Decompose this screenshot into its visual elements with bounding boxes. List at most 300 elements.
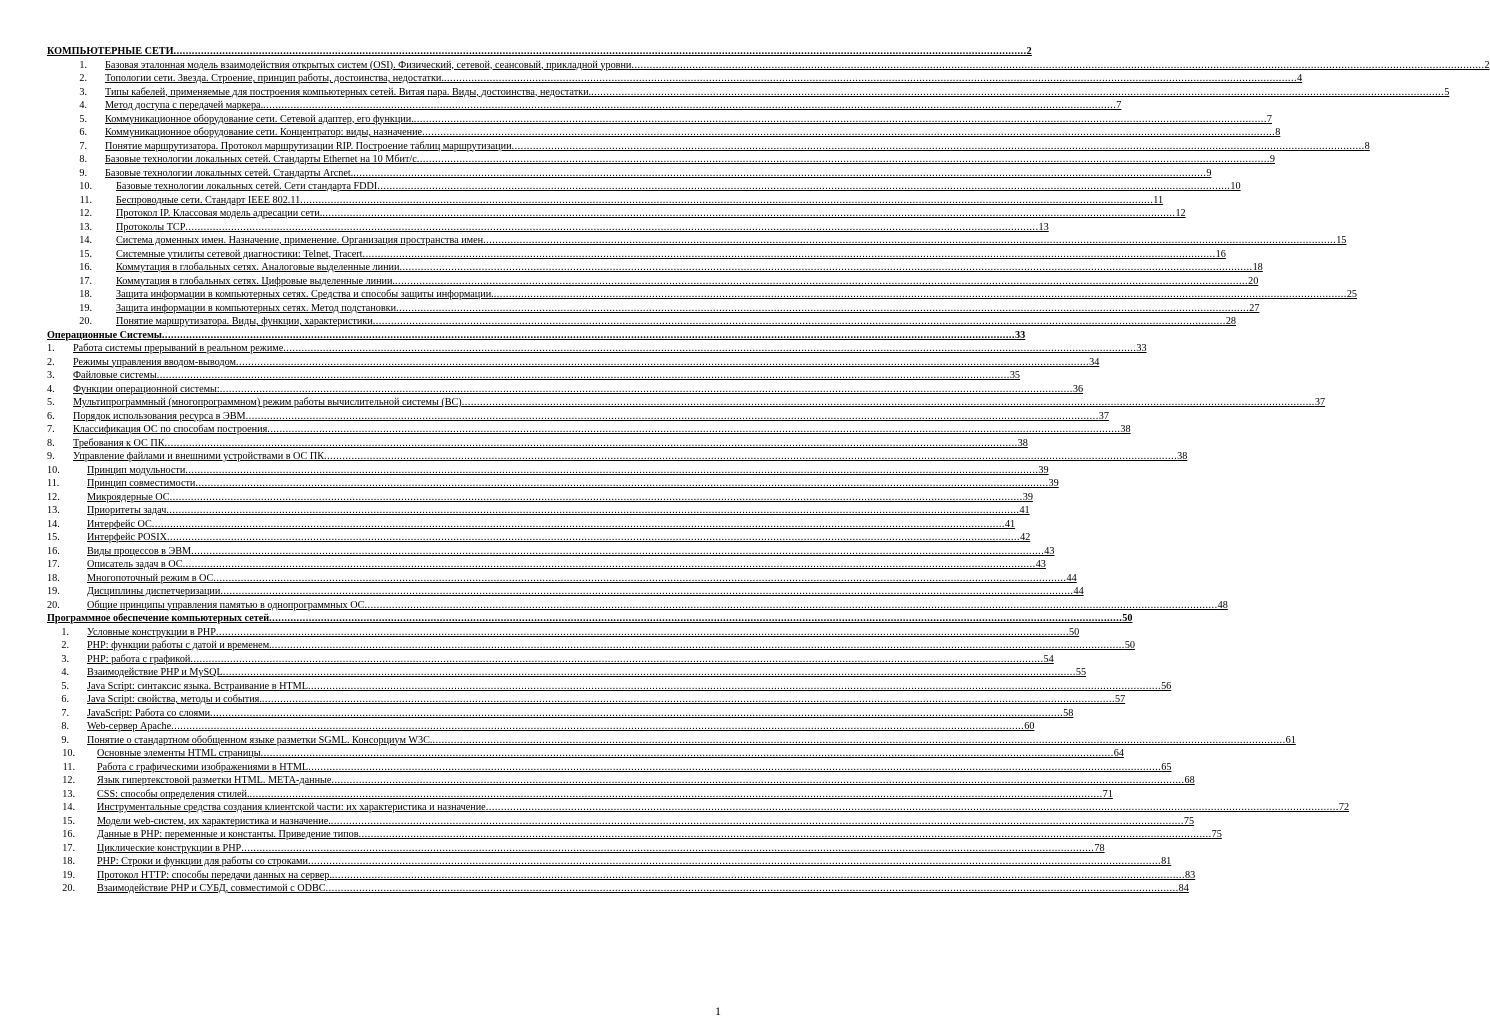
entry-number: 14. (79, 235, 92, 246)
entry-number: 19. (79, 302, 92, 314)
dot-leader (395, 275, 1248, 289)
section-title: КОМПЬЮТЕРНЫЕ СЕТИ (47, 46, 174, 57)
toc-entry[interactable] (47, 302, 1260, 316)
toc-entry[interactable] (47, 558, 1046, 572)
entry-number: 6. (47, 410, 55, 422)
entry-page: 41 (1004, 518, 1016, 530)
entry-number: 18. (47, 572, 60, 584)
toc-entry[interactable] (47, 666, 1087, 680)
entry-page: 15 (1336, 235, 1347, 246)
toc-entry[interactable] (47, 72, 1303, 86)
dot-leader (432, 734, 1285, 748)
entry-number: 6. (79, 127, 87, 138)
dot-leader (591, 86, 1444, 100)
entry-page: 36 (1072, 383, 1084, 395)
entry-title: Коммутация в глобальных сетях. Цифровые выделенные линии. (116, 275, 395, 287)
dot-leader (210, 707, 1063, 721)
toc-entry[interactable] (47, 491, 1033, 505)
dot-leader (417, 153, 1270, 167)
entry-number: 20. (79, 316, 92, 327)
entry-number: 4. (79, 100, 87, 111)
toc-entry[interactable] (47, 734, 1296, 748)
entry-page: 81 (1161, 856, 1172, 867)
entry-page: 5 (1444, 86, 1450, 98)
entry-number: 5. (47, 397, 55, 408)
entry-title: Интерфейс ОС (87, 518, 152, 530)
entry-page: 50 (1069, 626, 1080, 638)
toc-section-heading[interactable] (47, 612, 1133, 626)
entry-page: 54 (1043, 653, 1054, 665)
dot-leader (322, 207, 1175, 221)
entry-number: 4. (47, 383, 55, 395)
entry-number: 20. (62, 883, 75, 894)
entry-title: Принцип модульности (87, 464, 186, 476)
entry-number: 2. (61, 640, 69, 651)
toc-entry[interactable] (47, 585, 1084, 599)
dot-leader (185, 464, 1038, 478)
entry-number: 18. (62, 856, 75, 867)
entry-number: 15. (79, 248, 92, 260)
entry-number: 13. (62, 788, 75, 800)
entry-title: Классификация ОС по способам построения (73, 424, 268, 435)
dot-leader (190, 653, 1043, 667)
entry-number: 2. (79, 73, 87, 84)
entry-page: 35 (1009, 370, 1020, 381)
toc-entry[interactable] (47, 639, 1136, 653)
dot-leader (399, 261, 1252, 275)
dot-leader (195, 477, 1048, 491)
toc-entry[interactable] (47, 167, 1212, 181)
entry-title: Требования к ОС ПК (73, 437, 165, 449)
dot-leader (300, 194, 1153, 208)
dot-leader (262, 693, 1115, 707)
entry-number: 20. (47, 599, 60, 611)
entry-title: Язык гипертекстовой разметки HTML. META-данные (97, 775, 332, 786)
toc-entry[interactable] (47, 99, 1122, 113)
entry-page: 61 (1285, 734, 1296, 746)
dot-leader (359, 828, 1212, 842)
dot-leader (364, 599, 1217, 613)
entry-page: 28 (1225, 316, 1236, 327)
toc-entry[interactable] (47, 693, 1126, 707)
toc-entry[interactable] (47, 464, 1049, 478)
entry-title: Инструментальные средства создания клиентской части: их характеристика и назначение (97, 802, 486, 813)
entry-number: 15. (47, 532, 60, 543)
toc-entry[interactable] (47, 383, 1084, 397)
toc-entry[interactable] (47, 288, 1358, 302)
entry-number: 12. (47, 491, 60, 503)
entry-number: 7. (79, 140, 87, 152)
dot-leader (166, 504, 1019, 518)
entry-title: Виды процессов в ЭВМ (87, 545, 192, 557)
dot-leader (170, 491, 1023, 505)
entry-title: Коммуникационное оборудование сети. Сетевой адаптер, его функции. (105, 113, 414, 125)
entry-number: 18. (79, 289, 92, 300)
toc-entry[interactable] (47, 450, 1188, 464)
entry-title: Java Script: свойства, методы и события. (87, 694, 262, 705)
table-of-contents (47, 45, 1490, 896)
dot-leader (483, 234, 1336, 248)
toc-section-heading[interactable] (47, 45, 1032, 59)
toc-entry[interactable] (47, 855, 1172, 869)
entry-page: 20 (1248, 275, 1259, 287)
entry-number: 14. (47, 518, 60, 530)
entry-title: Многопоточный режим в ОС (87, 572, 214, 584)
entry-number: 11. (47, 478, 60, 489)
toc-entry[interactable] (47, 261, 1263, 275)
entry-title: Микроядерные ОС (87, 491, 170, 503)
dot-leader (236, 356, 1089, 370)
entry-title: Функции операционной системы: (73, 383, 220, 395)
entry-number: 11. (79, 194, 92, 206)
entry-page: 68 (1184, 775, 1195, 786)
entry-page: 10 (1230, 181, 1241, 192)
dot-leader (191, 545, 1044, 559)
entry-page: 57 (1115, 694, 1126, 705)
dot-leader (422, 126, 1275, 140)
entry-number: 5. (61, 680, 69, 692)
entry-title: Протоколы TCP (116, 221, 186, 233)
entry-page: 38 (1017, 437, 1028, 449)
entry-number: 9. (47, 451, 55, 462)
entry-page: 44 (1073, 586, 1084, 597)
entry-page: 38 (1120, 424, 1131, 435)
dot-leader (308, 761, 1161, 775)
entry-page: 37 (1098, 410, 1109, 422)
toc-entry[interactable] (47, 828, 1222, 842)
entry-title: Защита информации в компьютерных сетях. Метод подстановки (116, 302, 397, 314)
dot-leader (462, 396, 1315, 410)
entry-page: 9 (1206, 167, 1212, 179)
entry-title: Базовые технологии локальных сетей. Сети стандарта FDDI (116, 181, 378, 192)
entry-title: Понятие маршрутизатора. Виды, функции, характеристики (116, 316, 373, 327)
toc-entry[interactable] (47, 248, 1226, 262)
entry-number: 13. (47, 505, 60, 516)
entry-title: Java Script: синтаксис языка. Встраивание в HTML (87, 680, 308, 692)
dot-leader (183, 558, 1036, 572)
entry-number: 2. (47, 356, 55, 368)
entry-number: 8. (61, 721, 69, 732)
entry-number: 13. (79, 221, 92, 233)
entry-number: 3. (47, 370, 55, 381)
toc-entry[interactable] (47, 396, 1326, 410)
dot-leader (324, 450, 1177, 464)
dot-leader (267, 423, 1120, 437)
entry-title: Протокол HTTP: способы передачи данных на сервер. (97, 869, 332, 881)
entry-page: 12 (1175, 208, 1186, 219)
entry-page: 84 (1178, 883, 1189, 894)
entry-title: Приоритеты задач (87, 505, 167, 516)
entry-title: Мультипрограммный (многопрограммном) режим работы вычислительной системы (ВС) (73, 397, 462, 408)
entry-title: Система доменных имен. Назначение, применение. Организация пространства имен (116, 235, 484, 246)
entry-title: Понятие о стандартном обобщенном языке разметки SGML. Консорциум W3C. (87, 734, 433, 746)
entry-title: Порядок использования ресурса в ЭВМ (73, 410, 246, 422)
toc-entry[interactable] (47, 599, 1228, 613)
entry-title: Работа с графическими изображениями в HTML (97, 761, 309, 773)
entry-page: 75 (1211, 829, 1222, 840)
entry-number: 3. (79, 86, 87, 98)
dot-leader (162, 329, 1015, 343)
section-page: 33 (1014, 329, 1026, 341)
toc-entry[interactable] (47, 207, 1186, 221)
dot-leader (331, 815, 1184, 829)
toc-entry[interactable] (47, 126, 1281, 140)
dot-leader (241, 842, 1094, 856)
toc-entry[interactable] (47, 59, 1490, 73)
dot-leader (377, 180, 1230, 194)
dot-leader (414, 113, 1267, 127)
dot-leader (512, 140, 1365, 154)
entry-number: 19. (47, 586, 60, 597)
dot-leader (396, 302, 1249, 316)
entry-number: 15. (62, 815, 75, 827)
dot-leader (272, 639, 1125, 653)
entry-title: Базовая эталонная модель взаимодействия открытых систем (OSI). Физический, сетевой, сеансовый, прикладной уровни (105, 59, 632, 71)
dot-leader (250, 788, 1103, 802)
entry-title: Базовые технологии локальных сетей. Стандарты Ethernet на 10 Мбит/с (105, 154, 417, 165)
entry-title: Интерфейс POSIX (87, 532, 167, 543)
entry-page: 7 (1266, 113, 1272, 125)
toc-entry[interactable] (47, 369, 1020, 383)
entry-page: 64 (1113, 748, 1124, 759)
dot-leader (167, 531, 1020, 545)
toc-entry[interactable] (47, 774, 1195, 788)
section-title: Операционные Системы (47, 329, 162, 341)
entry-title: Web-сервер Apache (87, 721, 172, 732)
entry-title: PHP: функции работы с датой и временем. (87, 640, 272, 651)
entry-page: 4 (1297, 73, 1303, 84)
toc-entry[interactable] (47, 410, 1109, 424)
entry-page: 78 (1094, 842, 1105, 854)
entry-title: Режимы управления вводом-выводом (73, 356, 236, 368)
dot-leader (152, 518, 1005, 532)
entry-page: 9 (1269, 154, 1275, 165)
dot-leader (157, 369, 1010, 383)
entry-page: 27 (1249, 302, 1260, 314)
page-number: 1 (715, 1004, 721, 1018)
dot-leader (331, 774, 1184, 788)
toc-entry[interactable] (47, 761, 1172, 775)
entry-number: 12. (79, 208, 92, 219)
entry-title: Основные элементы HTML страницы (97, 748, 261, 759)
entry-title: PHP: работа с графикой (87, 653, 191, 665)
entry-title: Метод доступа с передачей маркера. (105, 100, 264, 111)
dot-leader (308, 855, 1161, 869)
entry-page: 72 (1338, 802, 1350, 813)
dot-leader (486, 801, 1339, 815)
entry-number: 10. (62, 748, 75, 759)
toc-entry[interactable] (47, 882, 1189, 896)
dot-leader (223, 666, 1076, 680)
entry-title: JavaScript: Работа со слоями (87, 707, 211, 719)
entry-number: 8. (47, 437, 55, 449)
toc-entry[interactable] (47, 194, 1164, 208)
entry-title: Взаимодействие PHP и СУБД, совместимой с ODBC (97, 883, 326, 894)
toc-entry[interactable] (47, 626, 1080, 640)
toc-entry[interactable] (47, 437, 1028, 451)
entry-page: 39 (1048, 478, 1059, 489)
toc-entry[interactable] (47, 113, 1272, 127)
entry-page: 39 (1038, 464, 1049, 476)
dot-leader (631, 59, 1484, 73)
entry-number: 16. (62, 829, 75, 840)
dot-leader (261, 747, 1114, 761)
toc-entry[interactable] (47, 788, 1113, 802)
entry-title: CSS: способы определения стилей. (97, 788, 250, 800)
entry-page: 65 (1161, 761, 1172, 773)
entry-number: 8. (79, 154, 87, 165)
entry-number: 7. (47, 424, 55, 435)
dot-leader (269, 612, 1122, 626)
dot-leader (326, 882, 1179, 896)
entry-page: 2 (1484, 59, 1490, 71)
entry-number: 1. (61, 626, 69, 638)
entry-page: 60 (1024, 721, 1035, 732)
entry-page: 43 (1035, 559, 1046, 570)
entry-page: 71 (1102, 788, 1113, 800)
entry-number: 10. (47, 464, 60, 476)
toc-entry[interactable] (47, 234, 1347, 248)
entry-page: 16 (1215, 248, 1226, 260)
dot-leader (263, 99, 1116, 113)
entry-page: 13 (1038, 221, 1049, 233)
toc-entry[interactable] (47, 815, 1195, 829)
entry-title: Циклические конструкции в PHP (97, 842, 242, 854)
entry-page: 43 (1044, 545, 1055, 557)
entry-title: Модели web-систем, их характеристика и назначение. (97, 815, 331, 827)
toc-entry[interactable] (47, 423, 1131, 437)
entry-number: 6. (61, 694, 69, 705)
entry-title: Работа системы прерываний в реальном режиме (73, 343, 284, 354)
toc-entry[interactable] (47, 180, 1241, 194)
toc-entry[interactable] (47, 842, 1105, 856)
entry-page: 25 (1346, 289, 1358, 300)
entry-title: Коммуникационное оборудование сети. Концентратор: виды, назначение (105, 127, 423, 138)
entry-page: 38 (1177, 451, 1188, 462)
entry-number: 19. (62, 869, 75, 881)
dot-leader (246, 410, 1099, 424)
toc-entry[interactable] (47, 356, 1100, 370)
toc-entry[interactable] (47, 720, 1035, 734)
toc-entry[interactable] (47, 707, 1074, 721)
dot-leader (494, 288, 1347, 302)
toc-entry[interactable] (47, 140, 1370, 154)
entry-title: Принцип совместимости (87, 478, 196, 489)
dot-leader (220, 585, 1073, 599)
dot-leader (171, 720, 1024, 734)
entry-number: 9. (79, 167, 87, 179)
entry-page: 41 (1019, 505, 1030, 516)
entry-page: 58 (1063, 707, 1074, 719)
entry-number: 4. (61, 667, 69, 678)
entry-title: Защита информации в компьютерных сетях. Средства и способы защиты информации. (116, 289, 494, 300)
toc-entry[interactable] (47, 477, 1059, 491)
entry-number: 9. (61, 734, 69, 746)
entry-number: 1. (79, 59, 87, 71)
entry-number: 7. (61, 707, 69, 719)
entry-number: 17. (47, 559, 60, 570)
dot-leader (353, 167, 1206, 181)
toc-entry[interactable] (47, 531, 1031, 545)
entry-number: 11. (62, 761, 75, 773)
entry-page: 50 (1124, 640, 1136, 651)
toc-entry[interactable] (47, 342, 1147, 356)
entry-page: 56 (1161, 680, 1172, 692)
section-page: 2 (1026, 46, 1032, 57)
entry-title: Системные утилиты сетевой диагностики: Telnet, Tracert (116, 248, 363, 260)
toc-entry[interactable] (47, 518, 1016, 532)
entry-title: Топологии сети. Звезда. Строение, принцип работы, достоинства, недостатки. (105, 73, 444, 84)
entry-title: Базовые технологии локальных сетей. Стандарты Arcnet. (105, 167, 354, 179)
entry-number: 17. (62, 842, 75, 854)
entry-title: Понятие маршрутизатора. Протокол маршрутизации RIP. Построение таблиц маршрутизации (105, 140, 512, 152)
toc-entry[interactable] (47, 869, 1196, 883)
entry-number: 3. (61, 653, 69, 665)
toc-entry[interactable] (47, 86, 1450, 100)
dot-leader (213, 572, 1066, 586)
entry-title: Условные конструкции в PHP (87, 626, 216, 638)
entry-number: 5. (79, 113, 87, 125)
entry-number: 1. (47, 343, 55, 354)
dot-leader (363, 248, 1216, 262)
entry-title: Взаимодействие PHP и MySQL (87, 667, 223, 678)
toc-entry[interactable] (47, 504, 1030, 518)
entry-page: 55 (1075, 667, 1087, 678)
toc-entry[interactable] (47, 572, 1077, 586)
entry-number: 17. (79, 275, 92, 287)
entry-number: 12. (62, 775, 75, 786)
entry-title: Описатель задач в ОС (87, 559, 183, 570)
toc-entry[interactable] (47, 680, 1172, 694)
toc-entry[interactable] (47, 653, 1054, 667)
entry-page: 48 (1217, 599, 1228, 611)
toc-entry[interactable] (47, 275, 1259, 289)
entry-title: Общие принципы управления памятью в однопрограммных ОС (87, 599, 365, 611)
toc-entry[interactable] (47, 747, 1124, 761)
entry-title: Данные в PHP: переменные и константы. Приведение типов (97, 829, 359, 840)
entry-page: 75 (1183, 815, 1195, 827)
dot-leader (283, 342, 1136, 356)
entry-page: 11 (1153, 194, 1164, 206)
entry-title: Типы кабелей, применяемые для построения компьютерных сетей. Витая пара. Виды, достоинства, недостатки. (105, 86, 592, 98)
section-title: Программное обеспечение компьютерных сетей (47, 613, 270, 624)
entry-page: 83 (1185, 869, 1196, 881)
dot-leader (216, 626, 1069, 640)
section-page: 50 (1122, 613, 1133, 624)
entry-page: 34 (1089, 356, 1100, 368)
entry-title: Управление файлами и внешними устройствами в ОС ПК (73, 451, 325, 462)
dot-leader (308, 680, 1161, 694)
toc-entry[interactable] (47, 153, 1275, 167)
toc-entry[interactable] (47, 221, 1049, 235)
entry-title: Беспроводные сети. Стандарт IEEE 802.11 (116, 194, 301, 206)
dot-leader (373, 315, 1226, 329)
toc-section-heading[interactable] (47, 329, 1026, 343)
dot-leader (220, 383, 1073, 397)
entry-number: 16. (47, 545, 60, 557)
toc-entry[interactable] (47, 545, 1055, 559)
entry-page: 44 (1066, 572, 1077, 584)
entry-title: Коммутация в глобальных сетях. Аналоговые выделенные линии (116, 262, 400, 273)
entry-number: 16. (79, 262, 92, 273)
entry-title: Файловые системы (73, 370, 157, 381)
toc-entry[interactable] (47, 801, 1350, 815)
dot-leader (165, 437, 1018, 451)
dot-leader (332, 869, 1185, 883)
entry-page: 8 (1275, 127, 1281, 138)
entry-title: Протокол IP. Классовая модель адресации сети. (116, 208, 323, 219)
toc-entry[interactable] (47, 315, 1236, 329)
